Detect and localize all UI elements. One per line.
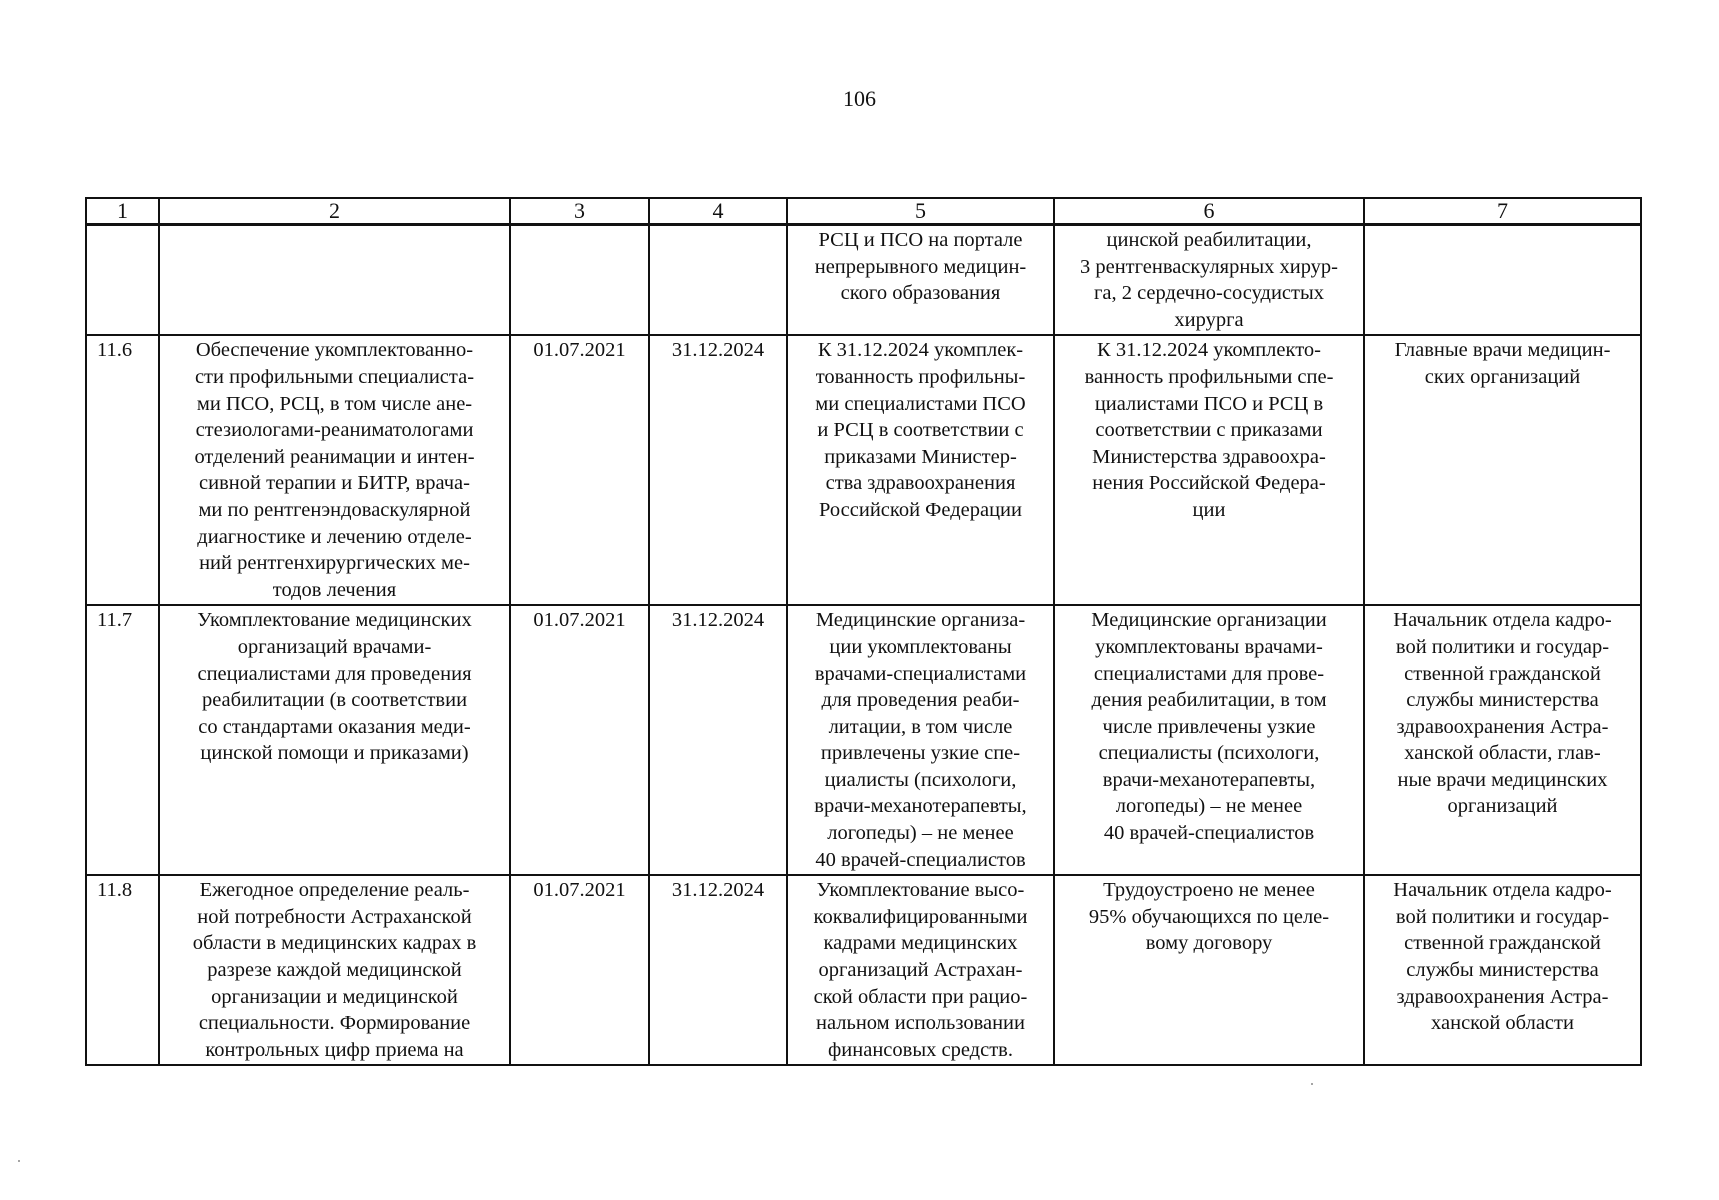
start-date-cell: 01.07.2021 (510, 875, 649, 1065)
column-header-2: 2 (159, 198, 510, 225)
responsible-cell: Начальник отдела кадро- вой политики и государ- ственной гражданской службы министерства здравоохранения Астра- ханской области, глав- ные врачи медицинских организаций (1364, 605, 1641, 875)
measure-description-cell (159, 225, 510, 336)
event-cell: К 31.12.2024 укомплек- тованность профильны- ми специалистами ПСО и РСЦ в соответствии с приказами Министер- ства здравоохранения Российской Федерации (787, 335, 1054, 605)
table-row-11-7 (86, 605, 1641, 875)
measures-table (85, 197, 1642, 1066)
end-date-cell: 31.12.2024 (649, 335, 787, 605)
end-date-cell: 31.12.2024 (649, 875, 787, 1065)
indicator-cell: цинской реабилитации, 3 рентгенваскулярных хирур- га, 2 сердечно-сосудистых хирурга (1054, 225, 1364, 336)
measure-description-cell: Ежегодное определение реаль- ной потребности Астраханской области в медицинских кадрах в разрезе каждой медицинской организации и медицинской специальности. Формирование контрольных цифр приема на (159, 875, 510, 1065)
measure-description-cell: Укомплектование медицинских организаций врачами- специалистами для проведения реабилитации (в соответствии со стандартами оказания меди- цинской помощи и приказами) (159, 605, 510, 875)
indicator-cell: Трудоустроено не менее 95% обучающихся по целе- вому договору (1054, 875, 1364, 1065)
row-number-cell: 11.6 (86, 335, 159, 605)
responsible-cell: Главные врачи медицин- ских организаций (1364, 335, 1641, 605)
end-date-cell (649, 225, 787, 336)
event-cell: РСЦ и ПСО на портале непрерывного медицин- ского образования (787, 225, 1054, 336)
row-number-cell (86, 225, 159, 336)
indicator-cell: Медицинские организации укомплектованы врачами- специалистами для прове- дения реабилитации, в том числе привлечены узкие специалисты (психологи, врачи-механотерапевты, логопеды) – не менее 40 врачей-специалистов (1054, 605, 1364, 875)
column-header-1: 1 (86, 198, 159, 225)
event-cell: Укомплектование высо- коквалифицированными кадрами медицинских организаций Астрахан- ской области при рацио- нальном использовании финансовых средств. (787, 875, 1054, 1065)
start-date-cell (510, 225, 649, 336)
row-number-cell: 11.7 (86, 605, 159, 875)
table-row-continuation (86, 225, 1641, 336)
scan-speck (1311, 1083, 1313, 1085)
row-number-cell: 11.8 (86, 875, 159, 1065)
column-header-4: 4 (649, 198, 787, 225)
responsible-cell: Начальник отдела кадро- вой политики и государ- ственной гражданской службы министерства здравоохранения Астра- ханской области (1364, 875, 1641, 1065)
indicator-cell: К 31.12.2024 укомплекто- ванность профильными спе- циалистами ПСО и РСЦ в соответствии с приказами Министерства здравоохра- нения Российской Федера- ции (1054, 335, 1364, 605)
measure-description-cell: Обеспечение укомплектованно- сти профильными специалиста- ми ПСО, РСЦ, в том числе ане- стезиологами-реаниматологами отделений реанимации и интен- сивной терапии и БИТР, врача- ми по рентгенэндоваскулярной диагностике и лечению отделе- ний рентгенхирургических ме- тодов лечения (159, 335, 510, 605)
column-header-3: 3 (510, 198, 649, 225)
table-row-11-8 (86, 875, 1641, 1065)
page-number: 106 (843, 86, 876, 111)
column-header-5: 5 (787, 198, 1054, 225)
column-header-7: 7 (1364, 198, 1641, 225)
event-cell: Медицинские организа- ции укомплектованы врачами-специалистами для проведения реаби- литации, в том числе привлечены узкие спе- циалисты (психологи, врачи-механотерапевты, логопеды) – не менее 40 врачей-специалистов (787, 605, 1054, 875)
start-date-cell: 01.07.2021 (510, 335, 649, 605)
column-number-row (86, 198, 1641, 225)
column-header-6: 6 (1054, 198, 1364, 225)
scan-speck (18, 1160, 20, 1162)
end-date-cell: 31.12.2024 (649, 605, 787, 875)
responsible-cell (1364, 225, 1641, 336)
start-date-cell: 01.07.2021 (510, 605, 649, 875)
table-row-11-6 (86, 335, 1641, 605)
